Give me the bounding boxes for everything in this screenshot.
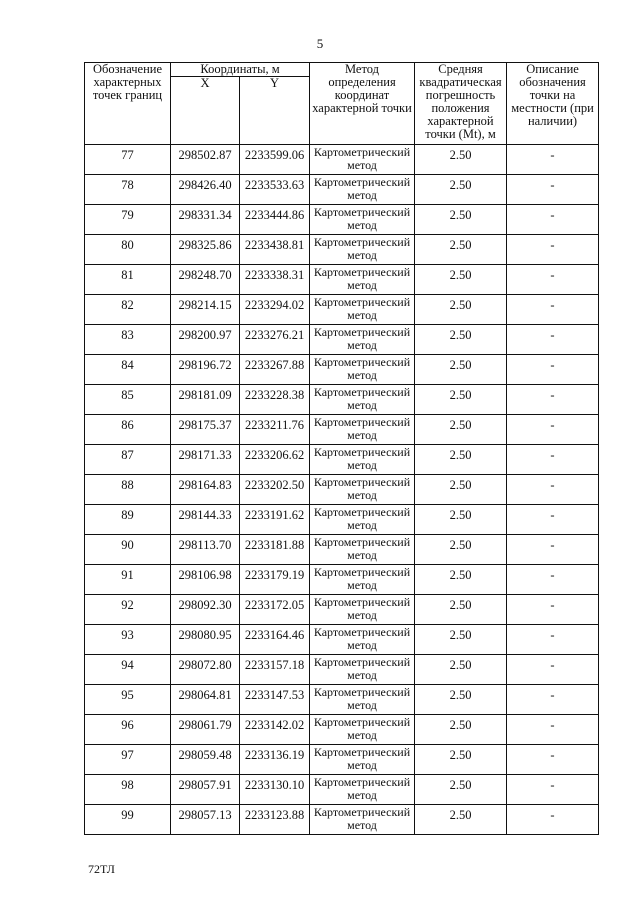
cell-error: 2.50 xyxy=(415,715,507,745)
table-row xyxy=(85,685,599,715)
cell-error: 2.50 xyxy=(415,565,507,595)
cell-description: - xyxy=(507,715,599,745)
cell-error: 2.50 xyxy=(415,445,507,475)
cell-point: 97 xyxy=(85,745,171,775)
cell-description: - xyxy=(507,805,599,835)
cell-x: 298064.81 xyxy=(171,685,240,715)
cell-description: - xyxy=(507,595,599,625)
cell-point: 98 xyxy=(85,775,171,805)
cell-y: 2233164.46 xyxy=(240,625,310,655)
cell-point: 92 xyxy=(85,595,171,625)
cell-y: 2233206.62 xyxy=(240,445,310,475)
cell-description: - xyxy=(507,505,599,535)
cell-description: - xyxy=(507,475,599,505)
cell-y: 2233136.19 xyxy=(240,745,310,775)
table-row xyxy=(85,175,599,205)
cell-y: 2233147.53 xyxy=(240,685,310,715)
cell-y: 2233599.06 xyxy=(240,145,310,175)
table-row xyxy=(85,475,599,505)
cell-point: 82 xyxy=(85,295,171,325)
cell-error: 2.50 xyxy=(415,805,507,835)
cell-point: 94 xyxy=(85,655,171,685)
table-row xyxy=(85,415,599,445)
cell-x: 298331.34 xyxy=(171,205,240,235)
cell-x: 298072.80 xyxy=(171,655,240,685)
cell-method: Картометрический метод xyxy=(310,625,415,655)
cell-error: 2.50 xyxy=(415,655,507,685)
cell-x: 298164.83 xyxy=(171,475,240,505)
cell-description: - xyxy=(507,565,599,595)
cell-x: 298144.33 xyxy=(171,505,240,535)
cell-point: 99 xyxy=(85,805,171,835)
cell-x: 298248.70 xyxy=(171,265,240,295)
cell-y: 2233172.05 xyxy=(240,595,310,625)
table-row xyxy=(85,385,599,415)
cell-y: 2233211.76 xyxy=(240,415,310,445)
cell-point: 95 xyxy=(85,685,171,715)
cell-error: 2.50 xyxy=(415,535,507,565)
cell-point: 87 xyxy=(85,445,171,475)
cell-error: 2.50 xyxy=(415,595,507,625)
table-row xyxy=(85,355,599,385)
table-row xyxy=(85,535,599,565)
cell-description: - xyxy=(507,415,599,445)
cell-method: Картометрический метод xyxy=(310,685,415,715)
cell-description: - xyxy=(507,175,599,205)
cell-point: 86 xyxy=(85,415,171,445)
cell-x: 298196.72 xyxy=(171,355,240,385)
cell-y: 2233202.50 xyxy=(240,475,310,505)
cell-method: Картометрический метод xyxy=(310,145,415,175)
cell-description: - xyxy=(507,385,599,415)
cell-x: 298092.30 xyxy=(171,595,240,625)
page-number: 5 xyxy=(316,36,324,51)
cell-point: 84 xyxy=(85,355,171,385)
cell-method: Картометрический метод xyxy=(310,775,415,805)
cell-point: 90 xyxy=(85,535,171,565)
coordinates-table xyxy=(84,62,599,835)
cell-error: 2.50 xyxy=(415,205,507,235)
cell-point: 77 xyxy=(85,145,171,175)
cell-error: 2.50 xyxy=(415,295,507,325)
cell-method: Картометрический метод xyxy=(310,385,415,415)
cell-error: 2.50 xyxy=(415,475,507,505)
cell-error: 2.50 xyxy=(415,325,507,355)
header-coordinates: Координаты, м xyxy=(171,63,310,77)
cell-point: 81 xyxy=(85,265,171,295)
cell-y: 2233191.62 xyxy=(240,505,310,535)
cell-method: Картометрический метод xyxy=(310,355,415,385)
cell-error: 2.50 xyxy=(415,415,507,445)
cell-description: - xyxy=(507,445,599,475)
cell-x: 298325.86 xyxy=(171,235,240,265)
header-x: X xyxy=(171,77,240,145)
cell-description: - xyxy=(507,145,599,175)
cell-method: Картометрический метод xyxy=(310,235,415,265)
header-method: Метод определения координат характерной точки xyxy=(310,63,415,145)
table-row xyxy=(85,325,599,355)
table-row xyxy=(85,625,599,655)
cell-method: Картометрический метод xyxy=(310,205,415,235)
table-row xyxy=(85,565,599,595)
cell-error: 2.50 xyxy=(415,235,507,265)
table-body xyxy=(85,145,599,835)
cell-y: 2233276.21 xyxy=(240,325,310,355)
cell-error: 2.50 xyxy=(415,145,507,175)
cell-x: 298171.33 xyxy=(171,445,240,475)
cell-point: 80 xyxy=(85,235,171,265)
cell-y: 2233179.19 xyxy=(240,565,310,595)
cell-x: 298426.40 xyxy=(171,175,240,205)
cell-x: 298181.09 xyxy=(171,385,240,415)
cell-x: 298113.70 xyxy=(171,535,240,565)
header-y: Y xyxy=(240,77,310,145)
table-row xyxy=(85,805,599,835)
cell-description: - xyxy=(507,295,599,325)
cell-x: 298057.91 xyxy=(171,775,240,805)
table-row xyxy=(85,505,599,535)
cell-y: 2233228.38 xyxy=(240,385,310,415)
cell-description: - xyxy=(507,325,599,355)
cell-x: 298061.79 xyxy=(171,715,240,745)
cell-point: 78 xyxy=(85,175,171,205)
cell-error: 2.50 xyxy=(415,355,507,385)
cell-method: Картометрический метод xyxy=(310,415,415,445)
header-error: Средняя квадратическая погрешность положения характерной точки (Mt), м xyxy=(415,63,507,145)
cell-method: Картометрический метод xyxy=(310,595,415,625)
cell-y: 2233338.31 xyxy=(240,265,310,295)
cell-description: - xyxy=(507,235,599,265)
cell-error: 2.50 xyxy=(415,745,507,775)
cell-point: 88 xyxy=(85,475,171,505)
header-point: Обозначение характерных точек границ xyxy=(85,63,171,145)
cell-x: 298080.95 xyxy=(171,625,240,655)
cell-y: 2233130.10 xyxy=(240,775,310,805)
cell-description: - xyxy=(507,355,599,385)
cell-description: - xyxy=(507,745,599,775)
cell-error: 2.50 xyxy=(415,265,507,295)
cell-x: 298214.15 xyxy=(171,295,240,325)
cell-y: 2233444.86 xyxy=(240,205,310,235)
cell-error: 2.50 xyxy=(415,385,507,415)
cell-method: Картометрический метод xyxy=(310,655,415,685)
cell-error: 2.50 xyxy=(415,175,507,205)
cell-method: Картометрический метод xyxy=(310,505,415,535)
cell-description: - xyxy=(507,655,599,685)
cell-method: Картометрический метод xyxy=(310,745,415,775)
cell-point: 91 xyxy=(85,565,171,595)
cell-x: 298057.13 xyxy=(171,805,240,835)
table-row xyxy=(85,595,599,625)
cell-x: 298059.48 xyxy=(171,745,240,775)
cell-point: 85 xyxy=(85,385,171,415)
cell-point: 93 xyxy=(85,625,171,655)
cell-x: 298106.98 xyxy=(171,565,240,595)
cell-y: 2233123.88 xyxy=(240,805,310,835)
header-description: Описание обозначения точки на местности (при наличии) xyxy=(507,63,599,145)
cell-method: Картометрический метод xyxy=(310,445,415,475)
cell-method: Картометрический метод xyxy=(310,805,415,835)
cell-x: 298502.87 xyxy=(171,145,240,175)
cell-x: 298175.37 xyxy=(171,415,240,445)
cell-error: 2.50 xyxy=(415,685,507,715)
cell-y: 2233438.81 xyxy=(240,235,310,265)
cell-description: - xyxy=(507,775,599,805)
cell-point: 79 xyxy=(85,205,171,235)
cell-method: Картометрический метод xyxy=(310,295,415,325)
cell-method: Картометрический метод xyxy=(310,325,415,355)
cell-y: 2233157.18 xyxy=(240,655,310,685)
cell-method: Картометрический метод xyxy=(310,265,415,295)
table-row xyxy=(85,775,599,805)
table-row xyxy=(85,265,599,295)
cell-method: Картометрический метод xyxy=(310,565,415,595)
cell-method: Картометрический метод xyxy=(310,175,415,205)
table-row xyxy=(85,295,599,325)
table-row xyxy=(85,655,599,685)
table-row xyxy=(85,235,599,265)
cell-x: 298200.97 xyxy=(171,325,240,355)
cell-description: - xyxy=(507,625,599,655)
cell-method: Картометрический метод xyxy=(310,475,415,505)
footer-code: 72ТЛ xyxy=(88,862,115,876)
cell-description: - xyxy=(507,685,599,715)
cell-y: 2233142.02 xyxy=(240,715,310,745)
cell-point: 89 xyxy=(85,505,171,535)
table-row xyxy=(85,205,599,235)
cell-y: 2233267.88 xyxy=(240,355,310,385)
cell-method: Картометрический метод xyxy=(310,535,415,565)
table-row xyxy=(85,145,599,175)
cell-description: - xyxy=(507,205,599,235)
table-row xyxy=(85,715,599,745)
cell-error: 2.50 xyxy=(415,625,507,655)
cell-description: - xyxy=(507,535,599,565)
cell-method: Картометрический метод xyxy=(310,715,415,745)
cell-y: 2233533.63 xyxy=(240,175,310,205)
table-row xyxy=(85,445,599,475)
cell-description: - xyxy=(507,265,599,295)
cell-error: 2.50 xyxy=(415,775,507,805)
cell-error: 2.50 xyxy=(415,505,507,535)
cell-point: 96 xyxy=(85,715,171,745)
cell-y: 2233294.02 xyxy=(240,295,310,325)
table-row xyxy=(85,745,599,775)
cell-y: 2233181.88 xyxy=(240,535,310,565)
cell-point: 83 xyxy=(85,325,171,355)
